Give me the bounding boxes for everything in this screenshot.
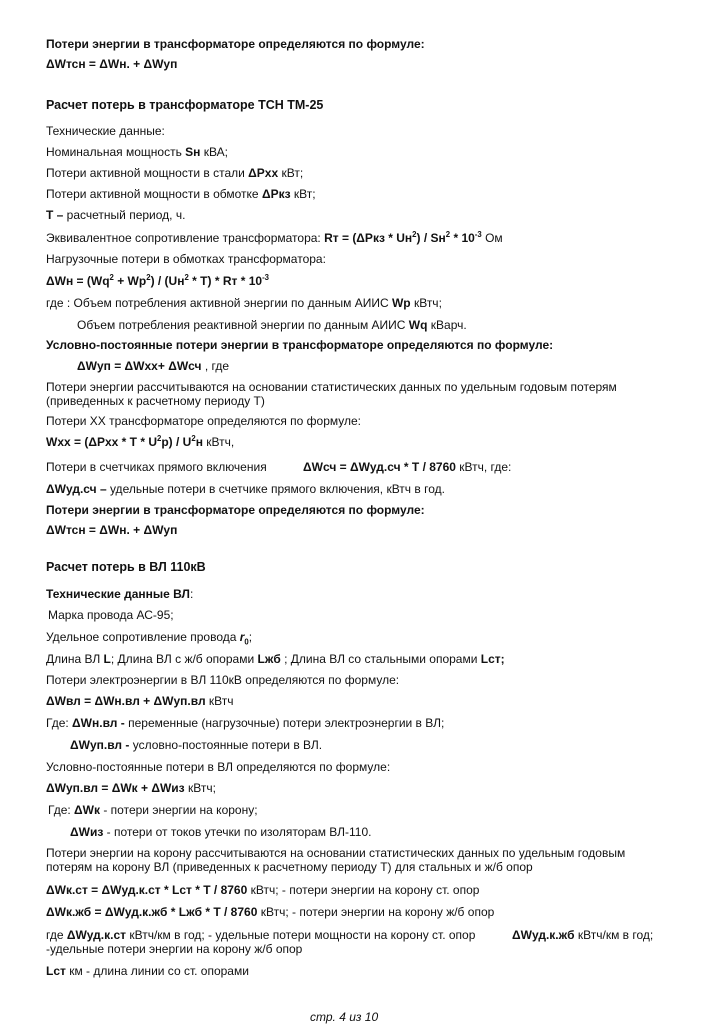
- formula-line: $\Delta Wн = (Wq^2 + Wp^2) / (Uн^2 * Т)$ * Rт * $10^{-3}$: [46, 273, 269, 288]
- text-line: ΔWуд.к.жб кВтч/км в год;: [512, 928, 654, 942]
- page-number: стр. 4 из 10: [310, 1010, 379, 1024]
- formula-line: Wхх = (ΔРхх * Т * $U^2р) / U^2н$ кВтч,: [46, 434, 235, 449]
- text-line: Номинальная мощность Sн кВА;: [46, 145, 228, 159]
- text-line: Потери энергии в трансформаторе определяются по формуле:: [46, 37, 425, 51]
- text-line: Условно-постоянные потери энергии в трансформаторе определяются по формуле:: [46, 338, 554, 352]
- section-heading: Расчет потерь в трансформаторе ТСН ТМ-25: [46, 98, 324, 112]
- text-line: Технические данные ВЛ:: [46, 587, 194, 601]
- text-line: -удельные потери энергии на корону ж/б опор: [46, 942, 303, 956]
- text-line: Нагрузочные потери в обмотках трансформатора:: [46, 252, 326, 266]
- paragraph: Потери энергии рассчитываются на основании статистических данных по удельным годовым потерям (приведенных к расчетному периоду Т): [46, 380, 617, 409]
- text-line: Lст км - длина линии со ст. опорами: [46, 964, 249, 978]
- text-line: Потери в счетчиках прямого включения: [46, 460, 267, 474]
- text-line: ΔWуд.сч – удельные потери в счетчике прямого включения, кВтч в год.: [46, 482, 445, 496]
- text-line: где ΔWуд.к.ст кВтч/км в год; - удельные потери мощности на корону ст. опор: [46, 928, 476, 942]
- formula-line: ΔWтсн = ΔWн. + ΔWуп: [46, 57, 178, 71]
- formula-line: ΔWуп.вл = ΔWк + ΔWиз кВтч;: [46, 781, 216, 795]
- formula-line: Эквивалентное сопротивление трансформатора: Rт = $(\Delta Ркз * Uн^2) / Sн^2 * 10^{-3}$ Ом: [46, 230, 503, 245]
- text-line: Марка провода АС-95;: [48, 608, 174, 622]
- section-heading: Расчет потерь в ВЛ 110кВ: [46, 560, 206, 574]
- paragraph: Потери энергии на корону рассчитываются на основании статистических данных по удельным годовым потерям на корону ВЛ (приведенных к расчетному периоду Т) для стальных и ж/б опор: [46, 846, 626, 875]
- formula-line: ΔWк.жб = ΔWуд.к.жб * Lжб * Т / 8760 кВтч; - потери энергии на корону ж/б опор: [46, 905, 495, 919]
- text-line: Потери энергии в трансформаторе определяются по формуле:: [46, 503, 425, 517]
- text-line: Потери активной мощности в стали ΔРхх кВт;: [46, 166, 304, 180]
- text-line: где : Объем потребления активной энергии по данным АИИС Wp кВтч;: [46, 296, 442, 310]
- formula-line: ΔWсч = ΔWуд.сч * Т / 8760 кВтч, где:: [303, 460, 512, 474]
- formula-line: ΔWуп = ΔWхх+ ΔWсч , где: [77, 359, 229, 373]
- text-line: Технические данные:: [46, 124, 165, 138]
- text-line: Т – расчетный период, ч.: [46, 208, 186, 222]
- formula-line: ΔWтсн = ΔWн. + ΔWуп: [46, 523, 178, 537]
- text-line: Удельное сопротивление провода $r_0$;: [46, 630, 253, 647]
- text-line: Условно-постоянные потери в ВЛ определяются по формуле:: [46, 760, 391, 774]
- text-line: ΔWиз - потери от токов утечки по изоляторам ВЛ-110.: [70, 825, 372, 839]
- text-line: ΔWуп.вл - условно-постоянные потери в ВЛ.: [70, 738, 323, 752]
- text-line: Потери ХХ трансформаторе определяются по формуле:: [46, 414, 362, 428]
- text-line: Объем потребления реактивной энергии по данным АИИС Wq кВарч.: [77, 318, 467, 332]
- formula-line: ΔWк.ст = ΔWуд.к.ст * Lст * Т / 8760 кВтч; - потери энергии на корону ст. опор: [46, 883, 480, 897]
- text-line: Где: ΔWк - потери энергии на корону;: [48, 803, 258, 817]
- text-line: Длина ВЛ L; Длина ВЛ с ж/б опорами Lжб ; Длина ВЛ со стальными опорами Lст;: [46, 652, 505, 666]
- text-line: Потери электроэнергии в ВЛ 110кВ определяются по формуле:: [46, 673, 400, 687]
- formula-line: ΔWвл = ΔWн.вл + ΔWуп.вл кВтч: [46, 694, 234, 708]
- text-line: Потери активной мощности в обмотке ΔРкз кВт;: [46, 187, 316, 201]
- text-line: Где: ΔWн.вл - переменные (нагрузочные) потери электроэнергии в ВЛ;: [46, 716, 445, 730]
